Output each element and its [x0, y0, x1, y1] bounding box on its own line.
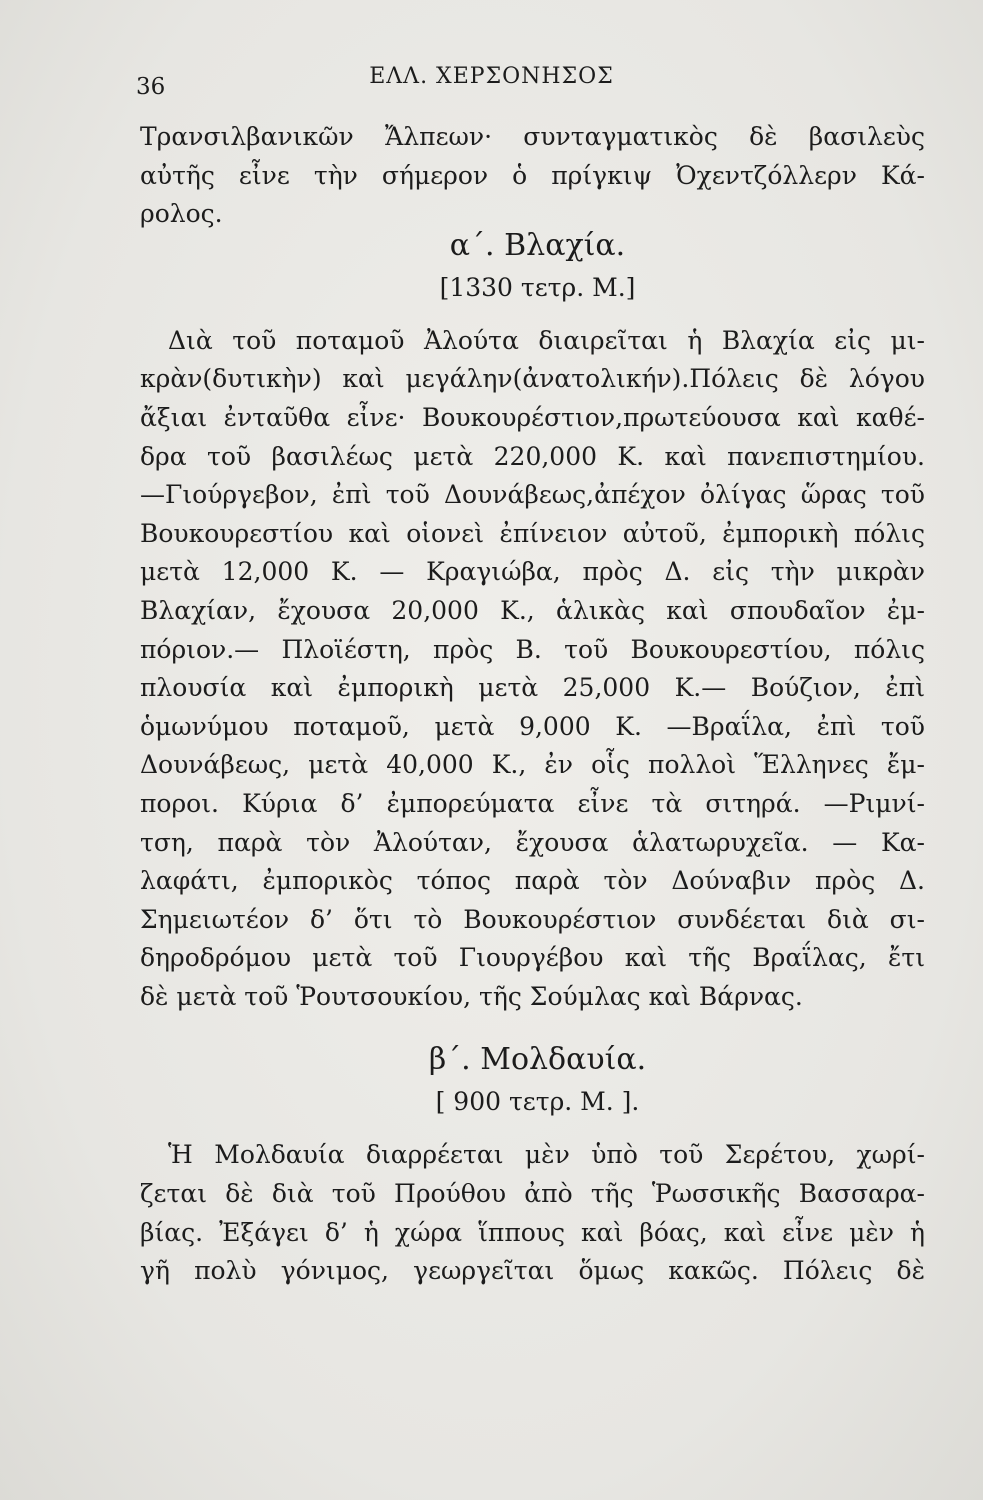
- text-line: ζεται δὲ διὰ τοῦ Προύθου ἀπὸ τῆς Ῥωσσικῆς Βασσαρα-: [140, 1179, 925, 1209]
- text-line: λαφάτι, ἐμπορικὸς τόπος παρὰ τὸν Δούναβιν πρὸς Δ.: [140, 866, 925, 896]
- text-line: ἄξιαι ἐνταῦθα εἶνε· Βουκουρέστιον,πρωτεύουσα καὶ καθέ-: [140, 402, 925, 432]
- text-line: Δουνάβεως, μετὰ 40,000 Κ., ἐν οἷς πολλοὶ Ἕλληνες ἔμ-: [140, 750, 925, 780]
- text-line: ποροι. Κύρια δ’ ἐμπορεύματα εἶνε τὰ σιτηρά. —Ριμνί-: [140, 788, 925, 818]
- text-line: Βλαχίαν, ἔχουσα 20,000 Κ., ἁλικὰς καὶ σπουδαῖον ἐμ-: [140, 595, 925, 625]
- text-line: γῆ πολὺ γόνιμος, γεωργεῖται ὅμως κακῶς. Πόλεις δὲ: [140, 1256, 925, 1286]
- section-heading-moldavia: β΄. Μολδαυία.: [428, 1042, 647, 1078]
- text-line: βίας. Ἐξάγει δ’ ἡ χώρα ἵππους καὶ βόας, καὶ εἶνε μὲν ἡ: [140, 1217, 925, 1247]
- page-content: [140, 118, 925, 1291]
- section-area-moldavia: [ 900 τετρ. Μ. ].: [435, 1087, 640, 1117]
- text-line: δὲ μετὰ τοῦ Ῥουτσουκίου, τῆς Σούμλας καὶ Βάρνας.: [140, 981, 803, 1011]
- text-line: Ἡ Μολδαυία διαρρέεται μὲν ὑπὸ τοῦ Σερέτου, χωρί-: [168, 1140, 925, 1170]
- text-line: —Γιούργεβον, ἐπὶ τοῦ Δουνάβεως,ἀπέχον ὀλίγας ὥρας τοῦ: [140, 480, 925, 510]
- text-line: αὐτῆς εἶνε τὴν σήμερον ὁ πρίγκιψ Ὀχεντζόλλερν Κά-: [140, 160, 925, 190]
- text-line: ὁμωνύμου ποταμοῦ, μετὰ 9,000 Κ. —Βραΐλα, ἐπὶ τοῦ: [140, 711, 925, 741]
- text-line: μετὰ 12,000 Κ. — Κραγιώβα, πρὸς Δ. εἰς τὴν μικρὰν: [140, 557, 925, 587]
- text-line: πόριον.— Πλοϊέστη, πρὸς Β. τοῦ Βουκουρεστίου, πόλις: [140, 634, 925, 664]
- text-line: δηροδρόμου μετὰ τοῦ Γιουργέβου καὶ τῆς Βραΐλας, ἔτι: [140, 943, 925, 973]
- text-line: Τρανσιλβανικῶν Ἄλπεων· συνταγματικὸς δὲ βασιλεὺς: [140, 122, 925, 151]
- text-line: Βουκουρεστίου καὶ οἱονεὶ ἐπίνειον αὐτοῦ, ἐμπορικὴ πόλις: [140, 518, 925, 548]
- text-line: δρα τοῦ βασιλέως μετὰ 220,000 Κ. καὶ πανεπιστημίου.: [140, 441, 925, 471]
- page-number: 36: [136, 74, 166, 100]
- running-title: ΕΛΛ. ΧΕΡΣΟΝΗΣΟΣ: [369, 64, 614, 89]
- section-heading-vlachia: α΄. Βλαχία.: [449, 227, 626, 263]
- text-line: ρολος.: [140, 199, 223, 229]
- text-line: τση, παρὰ τὸν Ἀλούταν, ἔχουσα ἁλατωρυχεῖα. — Κα-: [140, 827, 925, 857]
- text-line: κρὰν(δυτικὴν) καὶ μεγάλην(ἀνατολικήν).Πόλεις δὲ λόγου: [140, 364, 925, 394]
- text-line: πλουσία καὶ ἐμπορικὴ μετὰ 25,000 Κ.— Βούζιον, ἐπὶ: [140, 673, 925, 703]
- text-line: Σημειωτέον δ’ ὅτι τὸ Βουκουρέστιον συνδέεται διὰ σι-: [140, 904, 925, 934]
- text-line: Διὰ τοῦ ποταμοῦ Ἀλούτα διαιρεῖται ἡ Βλαχία εἰς μι-: [168, 325, 925, 355]
- section-area-vlachia: [1330 τετρ. Μ.]: [439, 272, 636, 302]
